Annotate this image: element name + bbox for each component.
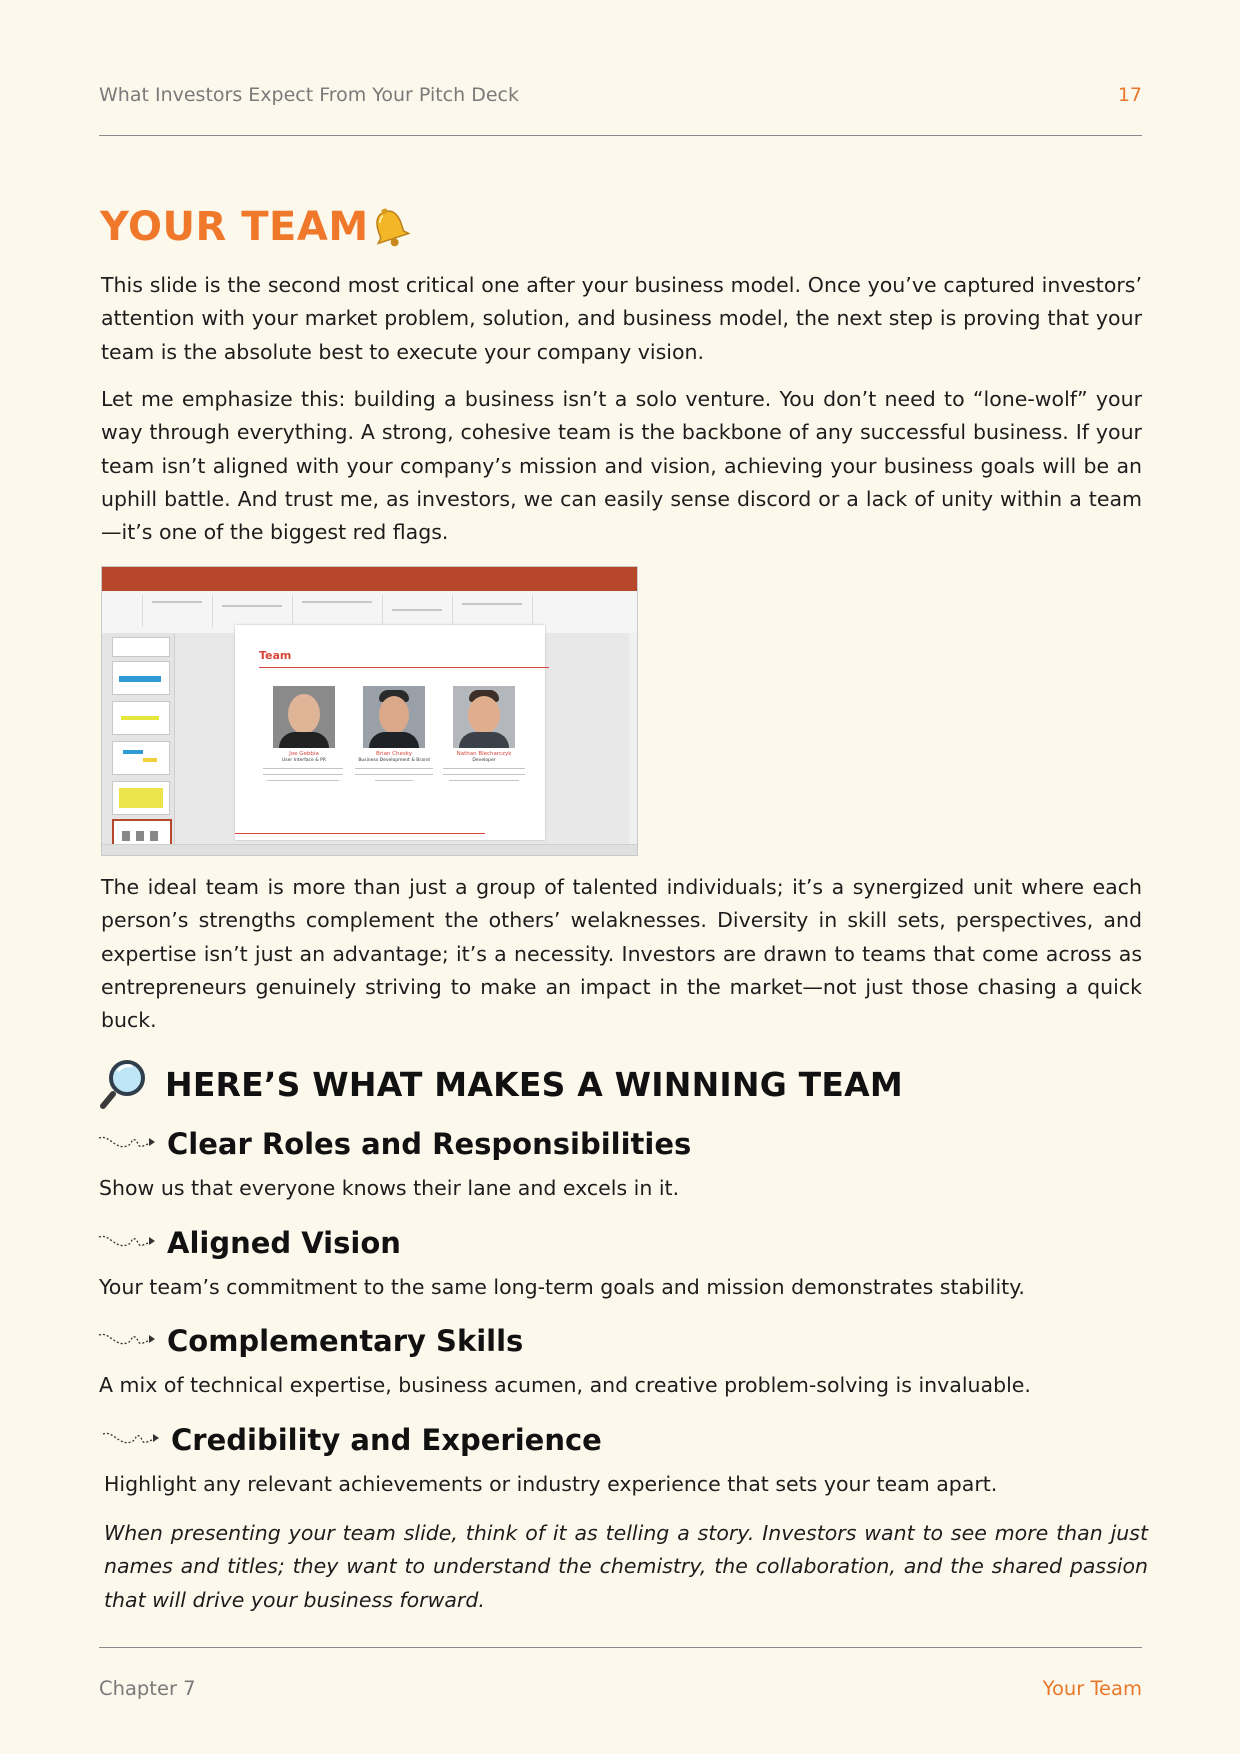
item-desc-clear-roles: Show us that everyone knows their lane and excels in it. [99,1176,680,1200]
person-name: Nathan Blecharczyk [456,751,512,757]
footer-section-name: Your Team [1042,1677,1142,1700]
dotted-arrow-icon [97,1231,159,1255]
slide-title: Team [259,649,292,662]
header-divider [99,135,1142,136]
closing-italic-note: When presenting your team slide, think of it as telling a story. Investors want to see more than just names and titles; they want to understand the chemistry, the collaboration, and the shared passion that will drive your business forward. [104,1521,1148,1612]
intro-paragraph-2: Let me emphasize this: building a business isn’t a solo venture. You don’t need to “lone-wolf” your way through everything. A strong, cohesive team is the backbone of any successful business. If your team isn’t aligned with your company’s mission and vision, achieving your business goals will be an uphill battle. And trust me, as investors, we can easily sense discord or a lack of unity within a team—it’s one of the biggest red flags. [101,387,1142,545]
winning-team-heading: HERE’S WHAT MAKES A WINNING TEAM [165,1065,903,1104]
bell-icon [368,206,412,250]
person-role: Business Development & Brand [358,758,430,763]
person-photo [363,686,425,748]
team-slide-preview [235,625,545,840]
person-photo [453,686,515,748]
item-desc-aligned-vision: Your team’s commitment to the same long-term goals and mission demonstrates stability. [99,1275,1025,1299]
page-number: 17 [1117,84,1142,106]
person-role: User Interface & PR [281,758,327,763]
app-titlebar [102,567,637,581]
dotted-arrow-icon [97,1132,159,1156]
app-statusbar [102,844,637,855]
ribbon-tabs [102,581,637,591]
powerpoint-team-slide-screenshot [101,566,638,856]
dotted-arrow-icon [101,1428,163,1452]
person-photo [273,686,335,748]
item-desc-complementary-skills: A mix of technical expertise, business acumen, and creative problem-solving is invaluable. [99,1373,1031,1397]
vertical-scrollbar [629,633,637,845]
slide-thumbnail-panel [102,633,175,845]
magnifying-glass-icon [99,1058,149,1110]
item-title-aligned-vision: Aligned Vision [167,1226,401,1260]
ideal-team-paragraph: The ideal team is more than just a group of talented individuals; it’s a synergized unit where each person’s strengths complement the others’ welaknesses. Diversity in skill sets, perspectives, and expertise isn’t just an advantage; it’s a necessity. Investors are drawn to teams that come across as entrepreneurs genuinely striving to make an impact in the market—not just those chasing a quick buck. [101,875,1142,1033]
person-name: Brian Chesky [376,751,412,757]
intro-paragraph-1: This slide is the second most critical one after your business model. Once you’ve captured investors’ attention with your market problem, solution, and business model, the next step is proving that your team is the absolute best to execute your company vision. [101,273,1142,364]
running-header-title: What Investors Expect From Your Pitch Deck [99,84,519,106]
item-title-clear-roles: Clear Roles and Responsibilities [167,1127,692,1161]
dotted-arrow-icon [97,1329,159,1353]
item-desc-credibility: Highlight any relevant achievements or industry experience that sets your team apart. [104,1472,998,1496]
footer-divider [99,1647,1142,1648]
item-title-complementary-skills: Complementary Skills [167,1324,524,1358]
person-role: Developer [472,758,496,763]
footer-chapter: Chapter 7 [99,1677,196,1700]
section-heading: YOUR TEAM [100,204,369,250]
person-name: Joe Gebbia [289,751,319,757]
item-title-credibility: Credibility and Experience [171,1423,602,1457]
